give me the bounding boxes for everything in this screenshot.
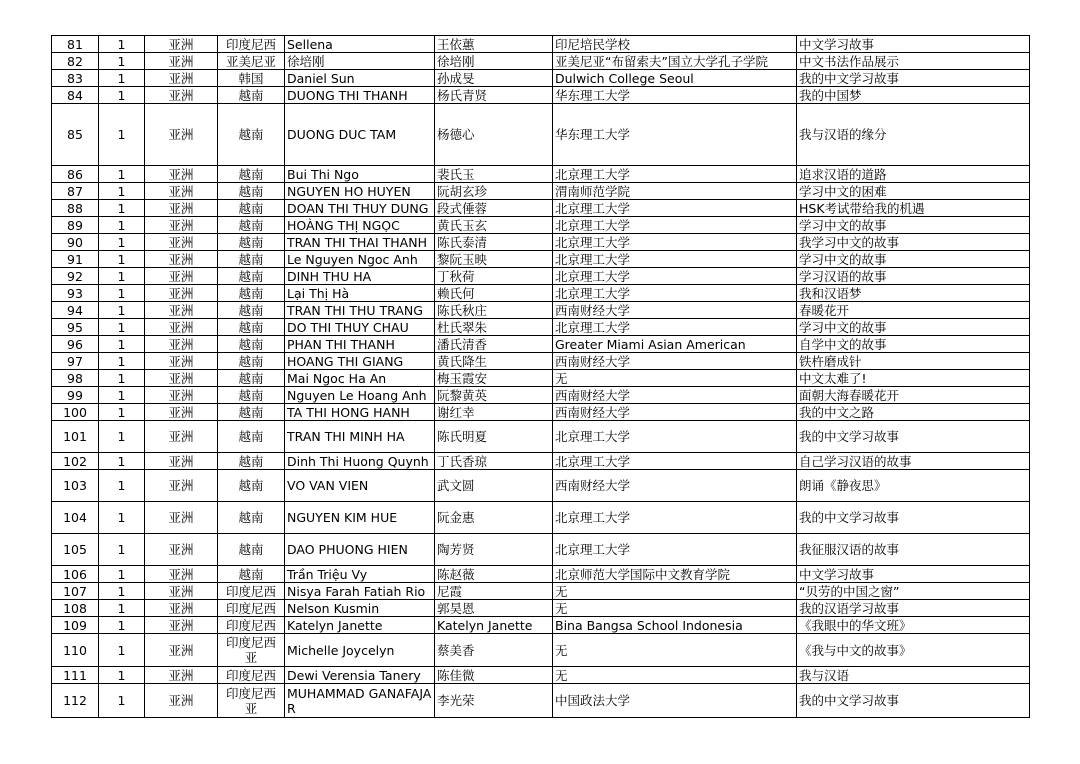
cell-name: Dewi Verensia Tanery (285, 667, 435, 684)
cell-no: 100 (52, 404, 99, 421)
cell-chinese-name: 陶芳贤 (435, 534, 553, 566)
cell-count: 1 (99, 453, 145, 470)
cell-continent: 亚洲 (145, 104, 218, 166)
cell-chinese-name: 丁氏香琼 (435, 453, 553, 470)
cell-country: 越南 (218, 566, 285, 583)
cell-name: VO VAN VIEN (285, 470, 435, 502)
cell-title: 追求汉语的道路 (797, 166, 1030, 183)
cell-continent: 亚洲 (145, 370, 218, 387)
cell-name: DUONG DUC TAM (285, 104, 435, 166)
cell-continent: 亚洲 (145, 421, 218, 453)
cell-title: 中文书法作品展示 (797, 53, 1030, 70)
cell-title: 学习中文的故事 (797, 319, 1030, 336)
cell-continent: 亚洲 (145, 600, 218, 617)
cell-chinese-name: 陈氏明夏 (435, 421, 553, 453)
cell-country: 越南 (218, 387, 285, 404)
cell-no: 93 (52, 285, 99, 302)
cell-name: Katelyn Janette (285, 617, 435, 634)
cell-continent: 亚洲 (145, 200, 218, 217)
cell-title: 我学习中文的故事 (797, 234, 1030, 251)
cell-school: 无 (553, 583, 797, 600)
table-row (52, 36, 1030, 53)
cell-title: 中文学习故事 (797, 36, 1030, 53)
cell-no: 90 (52, 234, 99, 251)
cell-count: 1 (99, 566, 145, 583)
cell-name: Nelson Kusmin (285, 600, 435, 617)
cell-school: 亚美尼亚“布留索夫”国立大学孔子学院 (553, 53, 797, 70)
cell-country: 越南 (218, 302, 285, 319)
cell-name: NGUYEN KIM HUE (285, 502, 435, 534)
cell-country: 越南 (218, 217, 285, 234)
cell-country: 越南 (218, 200, 285, 217)
cell-school: 北京师范大学国际中文教育学院 (553, 566, 797, 583)
cell-no: 101 (52, 421, 99, 453)
cell-no: 104 (52, 502, 99, 534)
cell-title: 中文学习故事 (797, 566, 1030, 583)
cell-continent: 亚洲 (145, 217, 218, 234)
cell-chinese-name: 谢红幸 (435, 404, 553, 421)
cell-country: 越南 (218, 336, 285, 353)
cell-count: 1 (99, 217, 145, 234)
cell-count: 1 (99, 600, 145, 617)
table-row (52, 285, 1030, 302)
cell-continent: 亚洲 (145, 336, 218, 353)
cell-count: 1 (99, 336, 145, 353)
cell-continent: 亚洲 (145, 285, 218, 302)
cell-count: 1 (99, 684, 145, 718)
cell-title: “贝劳的中国之窗” (797, 583, 1030, 600)
cell-name: Dinh Thi Huong Quynh (285, 453, 435, 470)
cell-country: 亚美尼亚 (218, 53, 285, 70)
cell-chinese-name: 赖氏何 (435, 285, 553, 302)
cell-chinese-name: 杨德心 (435, 104, 553, 166)
cell-title: 中文太难了! (797, 370, 1030, 387)
cell-count: 1 (99, 200, 145, 217)
cell-title: 铁杵磨成针 (797, 353, 1030, 370)
cell-name: DO THI THUY CHAU (285, 319, 435, 336)
cell-title: 我的中文学习故事 (797, 684, 1030, 718)
cell-count: 1 (99, 502, 145, 534)
cell-count: 1 (99, 404, 145, 421)
table-row (52, 453, 1030, 470)
cell-continent: 亚洲 (145, 353, 218, 370)
cell-count: 1 (99, 251, 145, 268)
table-row (52, 617, 1030, 634)
cell-count: 1 (99, 166, 145, 183)
cell-country: 越南 (218, 166, 285, 183)
cell-continent: 亚洲 (145, 502, 218, 534)
cell-count: 1 (99, 70, 145, 87)
cell-count: 1 (99, 583, 145, 600)
cell-country: 越南 (218, 285, 285, 302)
cell-name: Mai Ngoc Ha An (285, 370, 435, 387)
cell-country: 越南 (218, 268, 285, 285)
cell-chinese-name: 潘氏清香 (435, 336, 553, 353)
cell-country: 越南 (218, 353, 285, 370)
cell-no: 83 (52, 70, 99, 87)
cell-title: 我的中文学习故事 (797, 421, 1030, 453)
cell-continent: 亚洲 (145, 53, 218, 70)
cell-chinese-name: Katelyn Janette (435, 617, 553, 634)
cell-chinese-name: 梅玉霞安 (435, 370, 553, 387)
cell-name: TRAN THI THAI THANH (285, 234, 435, 251)
cell-continent: 亚洲 (145, 319, 218, 336)
cell-continent: 亚洲 (145, 404, 218, 421)
cell-title: 朗诵《静夜思》 (797, 470, 1030, 502)
cell-country: 印度尼西 (218, 583, 285, 600)
cell-count: 1 (99, 183, 145, 200)
cell-continent: 亚洲 (145, 453, 218, 470)
cell-name: DUONG THI THANH (285, 87, 435, 104)
cell-name: Trần Triệu Vy (285, 566, 435, 583)
cell-chinese-name: 陈氏秋庄 (435, 302, 553, 319)
cell-name: HOANG THI GIANG (285, 353, 435, 370)
cell-school: 西南财经大学 (553, 302, 797, 319)
cell-school: 西南财经大学 (553, 404, 797, 421)
cell-continent: 亚洲 (145, 470, 218, 502)
cell-count: 1 (99, 534, 145, 566)
cell-country: 印度尼西 (218, 667, 285, 684)
cell-school: 北京理工大学 (553, 251, 797, 268)
cell-chinese-name: 徐培刚 (435, 53, 553, 70)
cell-title: 我的中文之路 (797, 404, 1030, 421)
cell-country: 印度尼西 (218, 36, 285, 53)
cell-no: 112 (52, 684, 99, 718)
cell-name: Daniel Sun (285, 70, 435, 87)
cell-title: 我与汉语 (797, 667, 1030, 684)
table-row (52, 370, 1030, 387)
cell-title: 春暖花开 (797, 302, 1030, 319)
cell-count: 1 (99, 370, 145, 387)
table-row (52, 534, 1030, 566)
cell-chinese-name: 陈氏泰清 (435, 234, 553, 251)
cell-title: 我的中国梦 (797, 87, 1030, 104)
cell-continent: 亚洲 (145, 70, 218, 87)
cell-school: 西南财经大学 (553, 470, 797, 502)
cell-no: 99 (52, 387, 99, 404)
cell-chinese-name: 孙成旻 (435, 70, 553, 87)
cell-chinese-name: 陈赵薇 (435, 566, 553, 583)
cell-country: 越南 (218, 234, 285, 251)
cell-chinese-name: 李光荣 (435, 684, 553, 718)
cell-count: 1 (99, 617, 145, 634)
cell-no: 87 (52, 183, 99, 200)
cell-count: 1 (99, 87, 145, 104)
cell-count: 1 (99, 234, 145, 251)
cell-count: 1 (99, 319, 145, 336)
cell-name: PHAN THI THANH (285, 336, 435, 353)
cell-no: 110 (52, 634, 99, 667)
cell-no: 91 (52, 251, 99, 268)
cell-title: 学习中文的故事 (797, 217, 1030, 234)
cell-school: Bina Bangsa School Indonesia (553, 617, 797, 634)
cell-name: DINH THU HA (285, 268, 435, 285)
table-row (52, 302, 1030, 319)
cell-school: 北京理工大学 (553, 421, 797, 453)
cell-continent: 亚洲 (145, 617, 218, 634)
cell-no: 107 (52, 583, 99, 600)
table-row (52, 667, 1030, 684)
cell-count: 1 (99, 470, 145, 502)
cell-name: TRAN THI THU TRANG (285, 302, 435, 319)
cell-school: 北京理工大学 (553, 217, 797, 234)
cell-name: HOÀNG THỊ NGỌC (285, 217, 435, 234)
cell-no: 86 (52, 166, 99, 183)
cell-continent: 亚洲 (145, 684, 218, 718)
cell-country: 越南 (218, 421, 285, 453)
cell-no: 105 (52, 534, 99, 566)
cell-continent: 亚洲 (145, 667, 218, 684)
cell-continent: 亚洲 (145, 387, 218, 404)
cell-title: 学习中文的困难 (797, 183, 1030, 200)
table-row (52, 70, 1030, 87)
cell-school: 北京理工大学 (553, 319, 797, 336)
cell-title: 我的中文学习故事 (797, 502, 1030, 534)
cell-continent: 亚洲 (145, 87, 218, 104)
cell-school: Greater Miami Asian American (553, 336, 797, 353)
cell-no: 111 (52, 667, 99, 684)
table-row (52, 217, 1030, 234)
cell-continent: 亚洲 (145, 166, 218, 183)
cell-title: 我与汉语的缘分 (797, 104, 1030, 166)
cell-count: 1 (99, 387, 145, 404)
cell-title: 我的中文学习故事 (797, 70, 1030, 87)
table-row (52, 251, 1030, 268)
cell-school: 北京理工大学 (553, 234, 797, 251)
table-row (52, 404, 1030, 421)
cell-school: 北京理工大学 (553, 502, 797, 534)
cell-no: 89 (52, 217, 99, 234)
cell-school: 无 (553, 370, 797, 387)
cell-country: 韩国 (218, 70, 285, 87)
cell-continent: 亚洲 (145, 534, 218, 566)
cell-country: 越南 (218, 534, 285, 566)
cell-title: 我的汉语学习故事 (797, 600, 1030, 617)
cell-school: 无 (553, 600, 797, 617)
cell-name: DOAN THI THUY DUNG (285, 200, 435, 217)
cell-no: 109 (52, 617, 99, 634)
table-row (52, 104, 1030, 166)
cell-no: 84 (52, 87, 99, 104)
cell-country: 越南 (218, 319, 285, 336)
cell-chinese-name: 裴氏玉 (435, 166, 553, 183)
table-row (52, 268, 1030, 285)
cell-continent: 亚洲 (145, 583, 218, 600)
cell-chinese-name: 黄氏玉玄 (435, 217, 553, 234)
cell-country: 印度尼西亚 (218, 634, 285, 667)
table-row (52, 166, 1030, 183)
cell-chinese-name: 武文圆 (435, 470, 553, 502)
cell-continent: 亚洲 (145, 566, 218, 583)
cell-no: 108 (52, 600, 99, 617)
cell-no: 103 (52, 470, 99, 502)
cell-count: 1 (99, 53, 145, 70)
cell-chinese-name: 杜氏翠朱 (435, 319, 553, 336)
cell-country: 越南 (218, 404, 285, 421)
cell-continent: 亚洲 (145, 302, 218, 319)
table-row (52, 421, 1030, 453)
cell-continent: 亚洲 (145, 183, 218, 200)
table-row (52, 566, 1030, 583)
cell-no: 97 (52, 353, 99, 370)
cell-chinese-name: 郭昊恩 (435, 600, 553, 617)
cell-school: 中国政法大学 (553, 684, 797, 718)
cell-count: 1 (99, 36, 145, 53)
cell-count: 1 (99, 285, 145, 302)
cell-count: 1 (99, 353, 145, 370)
records-table-body (52, 36, 1030, 718)
cell-no: 95 (52, 319, 99, 336)
cell-school: 西南财经大学 (553, 353, 797, 370)
cell-no: 82 (52, 53, 99, 70)
cell-school: 北京理工大学 (553, 200, 797, 217)
cell-school: 北京理工大学 (553, 268, 797, 285)
cell-count: 1 (99, 268, 145, 285)
table-row (52, 183, 1030, 200)
cell-title: 《我眼中的华文班》 (797, 617, 1030, 634)
table-row (52, 87, 1030, 104)
cell-country: 印度尼西 (218, 617, 285, 634)
cell-chinese-name: 蔡美香 (435, 634, 553, 667)
cell-country: 越南 (218, 87, 285, 104)
cell-no: 85 (52, 104, 99, 166)
cell-chinese-name: 陈佳微 (435, 667, 553, 684)
cell-country: 越南 (218, 453, 285, 470)
cell-country: 越南 (218, 183, 285, 200)
cell-name: TA THI HONG HANH (285, 404, 435, 421)
table-row (52, 470, 1030, 502)
cell-country: 越南 (218, 370, 285, 387)
cell-no: 94 (52, 302, 99, 319)
cell-name: 徐培刚 (285, 53, 435, 70)
cell-no: 92 (52, 268, 99, 285)
cell-school: 北京理工大学 (553, 453, 797, 470)
cell-school: 印尼培民学校 (553, 36, 797, 53)
cell-title: 自学中文的故事 (797, 336, 1030, 353)
table-row (52, 200, 1030, 217)
cell-chinese-name: 黄氏降生 (435, 353, 553, 370)
cell-chinese-name: 黎阮玉映 (435, 251, 553, 268)
cell-name: NGUYEN HO HUYEN (285, 183, 435, 200)
cell-title: 自己学习汉语的故事 (797, 453, 1030, 470)
cell-no: 106 (52, 566, 99, 583)
cell-count: 1 (99, 634, 145, 667)
cell-country: 越南 (218, 251, 285, 268)
cell-name: DAO PHUONG HIEN (285, 534, 435, 566)
cell-name: MUHAMMAD GANAFAJAR (285, 684, 435, 718)
cell-name: Bui Thi Ngo (285, 166, 435, 183)
table-row (52, 600, 1030, 617)
cell-chinese-name: 阮黎黄英 (435, 387, 553, 404)
cell-name: Nguyen Le Hoang Anh (285, 387, 435, 404)
table-row (52, 634, 1030, 667)
cell-no: 81 (52, 36, 99, 53)
cell-school: 无 (553, 667, 797, 684)
cell-school: 无 (553, 634, 797, 667)
cell-country: 越南 (218, 104, 285, 166)
cell-school: 北京理工大学 (553, 534, 797, 566)
cell-country: 印度尼西 (218, 600, 285, 617)
table-row (52, 502, 1030, 534)
cell-count: 1 (99, 421, 145, 453)
cell-chinese-name: 段式倕蓉 (435, 200, 553, 217)
cell-continent: 亚洲 (145, 36, 218, 53)
cell-no: 102 (52, 453, 99, 470)
cell-chinese-name: 阮金惠 (435, 502, 553, 534)
cell-school: 渭南师范学院 (553, 183, 797, 200)
cell-no: 98 (52, 370, 99, 387)
cell-title: 学习中文的故事 (797, 251, 1030, 268)
cell-count: 1 (99, 104, 145, 166)
table-row (52, 684, 1030, 718)
table-row (52, 234, 1030, 251)
cell-chinese-name: 杨氏青贤 (435, 87, 553, 104)
cell-title: 面朝大海春暖花开 (797, 387, 1030, 404)
table-row (52, 53, 1030, 70)
cell-country: 印度尼西亚 (218, 684, 285, 718)
cell-school: 北京理工大学 (553, 285, 797, 302)
cell-name: Sellena (285, 36, 435, 53)
cell-count: 1 (99, 302, 145, 319)
cell-continent: 亚洲 (145, 251, 218, 268)
cell-title: 我征服汉语的故事 (797, 534, 1030, 566)
cell-school: 北京理工大学 (553, 166, 797, 183)
cell-name: Nisya Farah Fatiah Rio (285, 583, 435, 600)
cell-chinese-name: 尼霞 (435, 583, 553, 600)
table-row (52, 319, 1030, 336)
cell-no: 88 (52, 200, 99, 217)
cell-continent: 亚洲 (145, 234, 218, 251)
cell-school: 华东理工大学 (553, 87, 797, 104)
cell-name: Lại Thị Hà (285, 285, 435, 302)
cell-title: 我和汉语梦 (797, 285, 1030, 302)
records-table (51, 35, 1030, 718)
cell-chinese-name: 阮胡玄珍 (435, 183, 553, 200)
cell-school: 华东理工大学 (553, 104, 797, 166)
cell-title: 《我与中文的故事》 (797, 634, 1030, 667)
cell-name: TRAN THI MINH HA (285, 421, 435, 453)
cell-country: 越南 (218, 470, 285, 502)
cell-no: 96 (52, 336, 99, 353)
cell-continent: 亚洲 (145, 634, 218, 667)
table-row (52, 336, 1030, 353)
cell-chinese-name: 王依蕙 (435, 36, 553, 53)
table-row (52, 583, 1030, 600)
table-row (52, 387, 1030, 404)
cell-name: Michelle Joycelyn (285, 634, 435, 667)
cell-title: 学习汉语的故事 (797, 268, 1030, 285)
cell-chinese-name: 丁秋荷 (435, 268, 553, 285)
cell-title: HSK考试带给我的机遇 (797, 200, 1030, 217)
cell-country: 越南 (218, 502, 285, 534)
cell-continent: 亚洲 (145, 268, 218, 285)
cell-school: Dulwich College Seoul (553, 70, 797, 87)
cell-count: 1 (99, 667, 145, 684)
cell-school: 西南财经大学 (553, 387, 797, 404)
cell-name: Le Nguyen Ngoc Anh (285, 251, 435, 268)
table-row (52, 353, 1030, 370)
